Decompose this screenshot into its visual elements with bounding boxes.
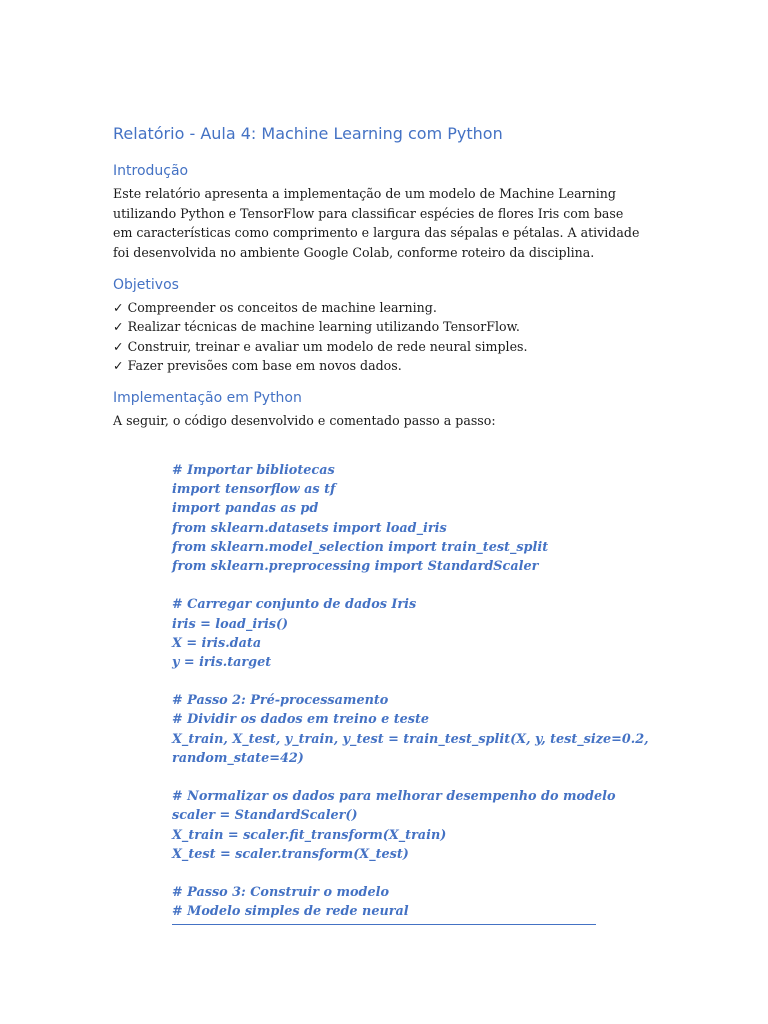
code-blank-line (172, 768, 596, 787)
code-line: from sklearn.model_selection import train_test_split (172, 539, 549, 555)
code-line: X = iris.data (172, 635, 262, 651)
checkmark-icon: ✓ (113, 357, 124, 373)
code-line: from sklearn.datasets import load_iris (172, 520, 447, 536)
code-line: scaler = StandardScaler() (172, 808, 358, 824)
code-line: random_state=42) (172, 750, 304, 766)
code-line: X_train, X_test, y_train, y_test = train_test_split(X, y, test_size=0.2, (172, 731, 649, 747)
implementation-intro: A seguir, o código desenvolvido e comentado passo a passo: (113, 413, 496, 428)
objective-text: Compreender os conceitos de machine learning. (127, 300, 437, 315)
implementation-heading: Implementação em Python (113, 390, 302, 406)
code-line: import tensorflow as tf (172, 482, 336, 498)
list-item (113, 337, 528, 356)
code-line: from sklearn.preprocessing import StandardScaler (172, 558, 539, 574)
checkmark-icon: ✓ (113, 338, 124, 354)
code-line: # Normalizar os dados para melhorar desempenho do modelo (172, 789, 616, 805)
code-line: # Passo 3: Construir o modelo (172, 885, 390, 901)
code-block (172, 461, 649, 922)
document-title: Relatório - Aula 4: Machine Learning com Python (113, 124, 503, 143)
code-line: # Modelo simples de rede neural (172, 904, 409, 920)
list-item (113, 317, 528, 336)
code-blank-line (172, 864, 596, 883)
intro-paragraph: Este relatório apresenta a implementação de um modelo de Machine Learning utilizando Python e TensorFlow para classificar espécies de flores Iris com base em características como comprimento e largura das sépalas e pétalas. A atividade foi desenvolvida no ambiente Google Colab, conforme roteiro da disciplina. (113, 186, 640, 260)
objective-text: Realizar técnicas de machine learning utilizando TensorFlow. (127, 319, 520, 335)
code-line: # Importar bibliotecas (172, 463, 335, 478)
code-line: X_test = scaler.transform(X_test) (172, 846, 409, 862)
code-blank-line (172, 576, 596, 595)
checkmark-icon: ✓ (113, 300, 124, 315)
code-line: # Dividir os dados em treino e teste (172, 712, 430, 728)
code-blank-line (172, 672, 596, 691)
code-line: X_train = scaler.fit_transform(X_train) (172, 827, 447, 843)
intro-heading: Introdução (113, 163, 189, 179)
list-item (113, 356, 528, 375)
objectives-heading: Objetivos (113, 277, 179, 293)
checkmark-icon: ✓ (113, 319, 124, 335)
list-item (113, 298, 528, 317)
objective-text: Fazer previsões com base em novos dados. (127, 357, 402, 373)
code-line: y = iris.target (172, 654, 272, 670)
objectives-list (113, 298, 528, 375)
code-line: # Carregar conjunto de dados Iris (172, 597, 417, 613)
code-block-bottom-border (172, 924, 596, 925)
code-line: import pandas as pd (172, 501, 319, 517)
code-line: # Passo 2: Pré-processamento (172, 693, 389, 709)
code-line: iris = load_iris() (172, 616, 289, 632)
objective-text: Construir, treinar e avaliar um modelo de rede neural simples. (127, 338, 528, 354)
